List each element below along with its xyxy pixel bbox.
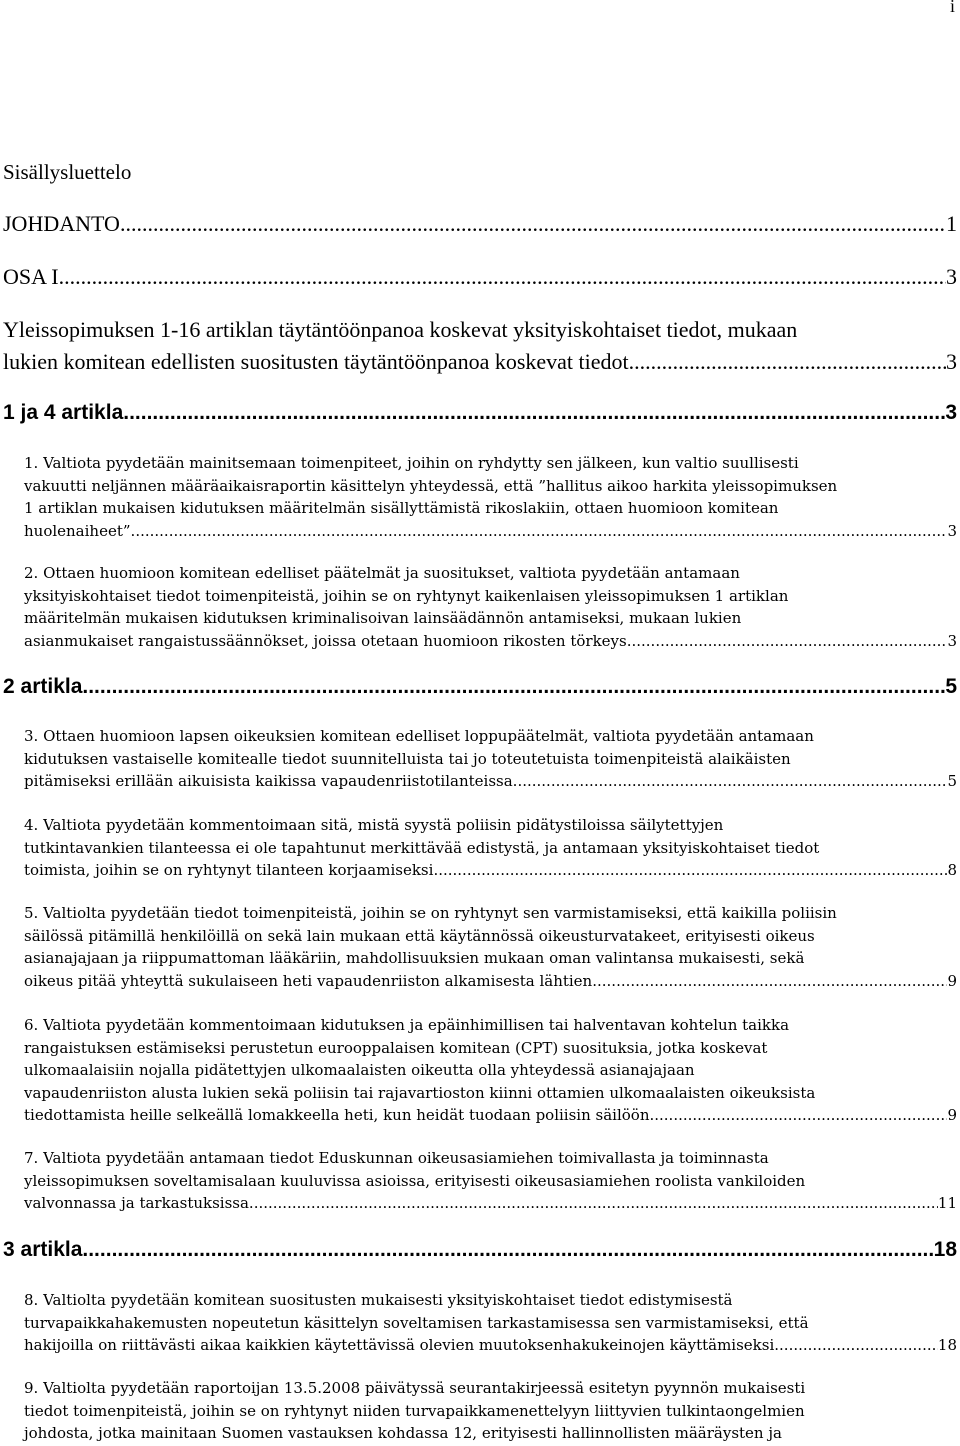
toc-entry-line: 1 artiklan mukaisen kidutuksen määritelmän sisällyttämistä rikoslakiin, ottaen huomioon komitean (24, 499, 779, 518)
toc-entry-title: 3 artikla (3, 1238, 83, 1261)
toc-entry-line: säilössä pitämillä henkilöillä on sekä lain mukaan että käytännössä oikeusturvatakeet, erityisesti oikeus (24, 926, 815, 945)
toc-entry-line: 4. Valtiota pyydetään kommentoimaan sitä, mistä syystä poliisin pidätystiloissa säilytettyjen (24, 816, 724, 834)
toc-entry[interactable] (24, 1147, 957, 1215)
dot-leader (592, 970, 947, 993)
toc-entry[interactable] (3, 208, 957, 240)
toc-entry-line: yleissopimuksen soveltamisalaan kuuluvissa asioissa, erityisesti oikeusasiamiehen roolista vankiloiden (24, 1171, 806, 1190)
toc-entry[interactable] (3, 671, 957, 703)
toc-page-number: 18 (937, 1336, 957, 1355)
toc-entry-leader-line (24, 630, 957, 653)
toc-entry-line: 8. Valtiolta pyydetään komitean suositusten mukaisesti yksityiskohtaiset tiedot edistymisestä (24, 1291, 733, 1309)
toc-entry-leader-line (24, 970, 957, 993)
toc-entry[interactable] (24, 902, 957, 992)
dot-leader (779, 1334, 938, 1357)
toc-entry-title: 1 ja 4 artikla (3, 401, 124, 424)
toc-entry-line: kidutuksen vastaiselle komitealle tiedot suunnitelluista tai jo toteutetuista toimenpiteistä alaikäisten (24, 749, 791, 768)
dot-leader (82, 671, 945, 703)
toc-entry-line: yksityiskohtaiset tiedot toimenpiteistä, joihin se on ryhtynyt kaikenlaisen yleissopimuksen 1 artiklan (24, 586, 789, 605)
toc-page-number: 3 (946, 349, 957, 374)
toc-entry-title: tiedottamista heille selkeällä lomakkeella heti, kun heidät tuodaan poliisin säilöön. (24, 1106, 655, 1125)
toc-entry[interactable] (3, 1234, 957, 1266)
toc-entry-line: tutkintavankien tilanteessa ei ole tapahtunut merkittävää edistystä, ja antamaan yksityiskohtaiset tiedot (24, 838, 820, 857)
toc-entry-leader-line (3, 261, 957, 293)
dot-leader (59, 261, 946, 293)
toc-entry-title: asianmukaiset rangaistussäännökset, joissa otetaan huomioon rikosten törkeys. (24, 631, 632, 650)
toc-entry-title: pitämiseksi erillään aikuisista kaikissa vapaudenriistotilanteissa. (24, 772, 518, 791)
toc-entry-title: huolenaiheet”. (24, 521, 136, 540)
dot-leader (629, 346, 946, 378)
toc-entry-title: oikeus pitää yhteyttä sukulaiseen heti vapaudenriiston alkamisesta lähtien (24, 971, 593, 990)
toc-page-number: 5 (947, 772, 957, 791)
dot-leader (631, 630, 947, 653)
toc-entry-title: JOHDANTO (3, 211, 120, 236)
toc-entry-line: vakuutti neljännen määräaikaisraportin käsittelyn yhteydessä, että ”hallitus aikoo harkita yleissopimuksen (24, 476, 838, 495)
toc-page-number: 3 (946, 264, 957, 289)
toc-entry-title: lukien komitean edellisten suositusten täytäntöönpanoa koskevat tiedot (3, 349, 629, 374)
dot-leader (82, 1234, 933, 1266)
toc-entry[interactable] (24, 1289, 957, 1357)
toc-entry-title: OSA I (3, 264, 59, 289)
toc-entry-line: 5. Valtiolta pyydetään tiedot toimenpiteistä, joihin se on ryhtynyt sen varmistamiseksi, että kaikilla poliisin (24, 904, 837, 922)
toc-entry-leader-line (24, 1104, 957, 1127)
toc-entry-line: 7. Valtiota pyydetään antamaan tiedot Eduskunnan oikeusasiamiehen toimivallasta ja toiminnasta (24, 1149, 769, 1167)
toc-entry-line: 3. Ottaen huomioon lapsen oikeuksien komitean edelliset loppupäätelmät, valtiota pyydetään antamaan (24, 727, 814, 745)
toc-entry-line: asianajajaan ja riippumattoman lääkäriin, mahdollisuuksien mukaan oman valintansa mukaisesti, sekä (24, 949, 805, 968)
dot-leader (433, 859, 947, 882)
toc-page-number: 3 (947, 631, 957, 650)
toc-entry-title: hakijoilla on riittävästi aikaa kaikkien käytettävissä olevien muutoksenhakukeinojen käyttämiseksi. (24, 1336, 780, 1355)
toc-title: Sisällysluettelo (3, 160, 132, 184)
toc-entry-leader-line (24, 770, 957, 793)
dot-leader (254, 1192, 938, 1215)
toc-entry[interactable] (24, 1014, 957, 1127)
toc-entry[interactable] (24, 562, 957, 652)
toc-entry-leader-line (3, 397, 957, 429)
dot-leader (517, 770, 947, 793)
toc-entry-line: 9. Valtiolta pyydetään raportoijan 13.5.2008 päivätyssä seurantakirjeessä esitetyn pyynnön mukaisesti (24, 1379, 806, 1397)
toc-entry-leader-line (3, 208, 957, 240)
toc-entry[interactable] (3, 397, 957, 429)
dot-leader (135, 520, 947, 543)
dot-leader (120, 208, 946, 240)
toc-entry-title: valvonnassa ja tarkastuksissa. (24, 1194, 254, 1213)
toc-entry-leader-line (3, 671, 957, 703)
toc-entry[interactable] (24, 814, 957, 882)
toc-entry-leader-line (24, 1192, 957, 1215)
toc-entry-line: Yleissopimuksen 1-16 artiklan täytäntöönpanoa koskevat yksityiskohtaiset tiedot, mukaan (3, 317, 798, 342)
toc-entry[interactable] (3, 261, 957, 293)
toc-entry-line: johdosta, jotka mainitaan Suomen vastauksen kohdassa 12, erityisesti hallinnollisten määräysten ja (24, 1424, 782, 1443)
toc-entry[interactable] (24, 452, 957, 542)
toc-entry-line: tiedot toimenpiteistä, joihin se on ryhtynyt niiden turvapaikkamenettelyyn liittyvien tulkintaongelmien (24, 1401, 805, 1420)
toc-entry-line: 1. Valtiota pyydetään mainitsemaan toimenpiteet, joihin on ryhdytty sen jälkeen, kun valtio suullisesti (24, 454, 799, 472)
toc-page-number: 8 (947, 861, 957, 880)
toc-entry[interactable] (24, 725, 957, 793)
toc-entry[interactable] (24, 1377, 957, 1445)
toc-entry-title: toimista, joihin se on ryhtynyt tilanteen korjaamiseksi (24, 861, 434, 880)
toc-entry-leader-line (24, 859, 957, 882)
page-number: i (949, 0, 955, 16)
toc-entry-line: vapaudenriiston alusta lukien sekä poliisin tai rajavartioston kiinni ottamien ulkomaalaisten oikeuksista (24, 1083, 816, 1102)
toc-entry-line: rangaistuksen estämiseksi perustetun eurooppalaisen komitean (CPT) suosituksia, jotka koskevat (24, 1038, 768, 1057)
toc-page-number: 11 (937, 1194, 957, 1213)
toc-page-number: 1 (946, 211, 957, 236)
toc-entry-leader-line (3, 346, 957, 378)
toc-page-number: 3 (945, 401, 957, 424)
toc-entry-leader-line (3, 1234, 957, 1266)
toc-entry[interactable] (3, 314, 957, 378)
toc-entry-line: ulkomaalaisiin nojalla pidätettyjen ulkomaalaisten oikeutta olla yhteydessä asianajajaan (24, 1061, 695, 1080)
toc-entry-leader-line (24, 1334, 957, 1357)
toc-page-number: 18 (933, 1238, 957, 1261)
toc-entry-line: 2. Ottaen huomioon komitean edelliset päätelmät ja suositukset, valtiota pyydetään antamaan (24, 564, 740, 582)
toc-page-number: 5 (945, 675, 957, 698)
toc-page-number: 9 (947, 1106, 957, 1125)
dot-leader (123, 397, 945, 429)
toc-entry-leader-line (24, 520, 957, 543)
toc-entry-title: 2 artikla (3, 675, 83, 698)
dot-leader (654, 1104, 947, 1127)
toc-page-number: 9 (947, 971, 957, 990)
toc-entry-line: määritelmän mukaisen kidutuksen kriminalisoivan lainsäädännön antamiseksi, mukaan lukien (24, 609, 742, 628)
toc-entry-line: turvapaikkahakemusten nopeutetun käsittelyn soveltamisen tarkastamisessa sen varmistamiseksi, että (24, 1313, 809, 1332)
toc-page-number: 3 (947, 521, 957, 540)
toc-entry-line: 6. Valtiota pyydetään kommentoimaan kidutuksen ja epäinhimillisen tai halventavan kohtelun taikka (24, 1016, 790, 1034)
